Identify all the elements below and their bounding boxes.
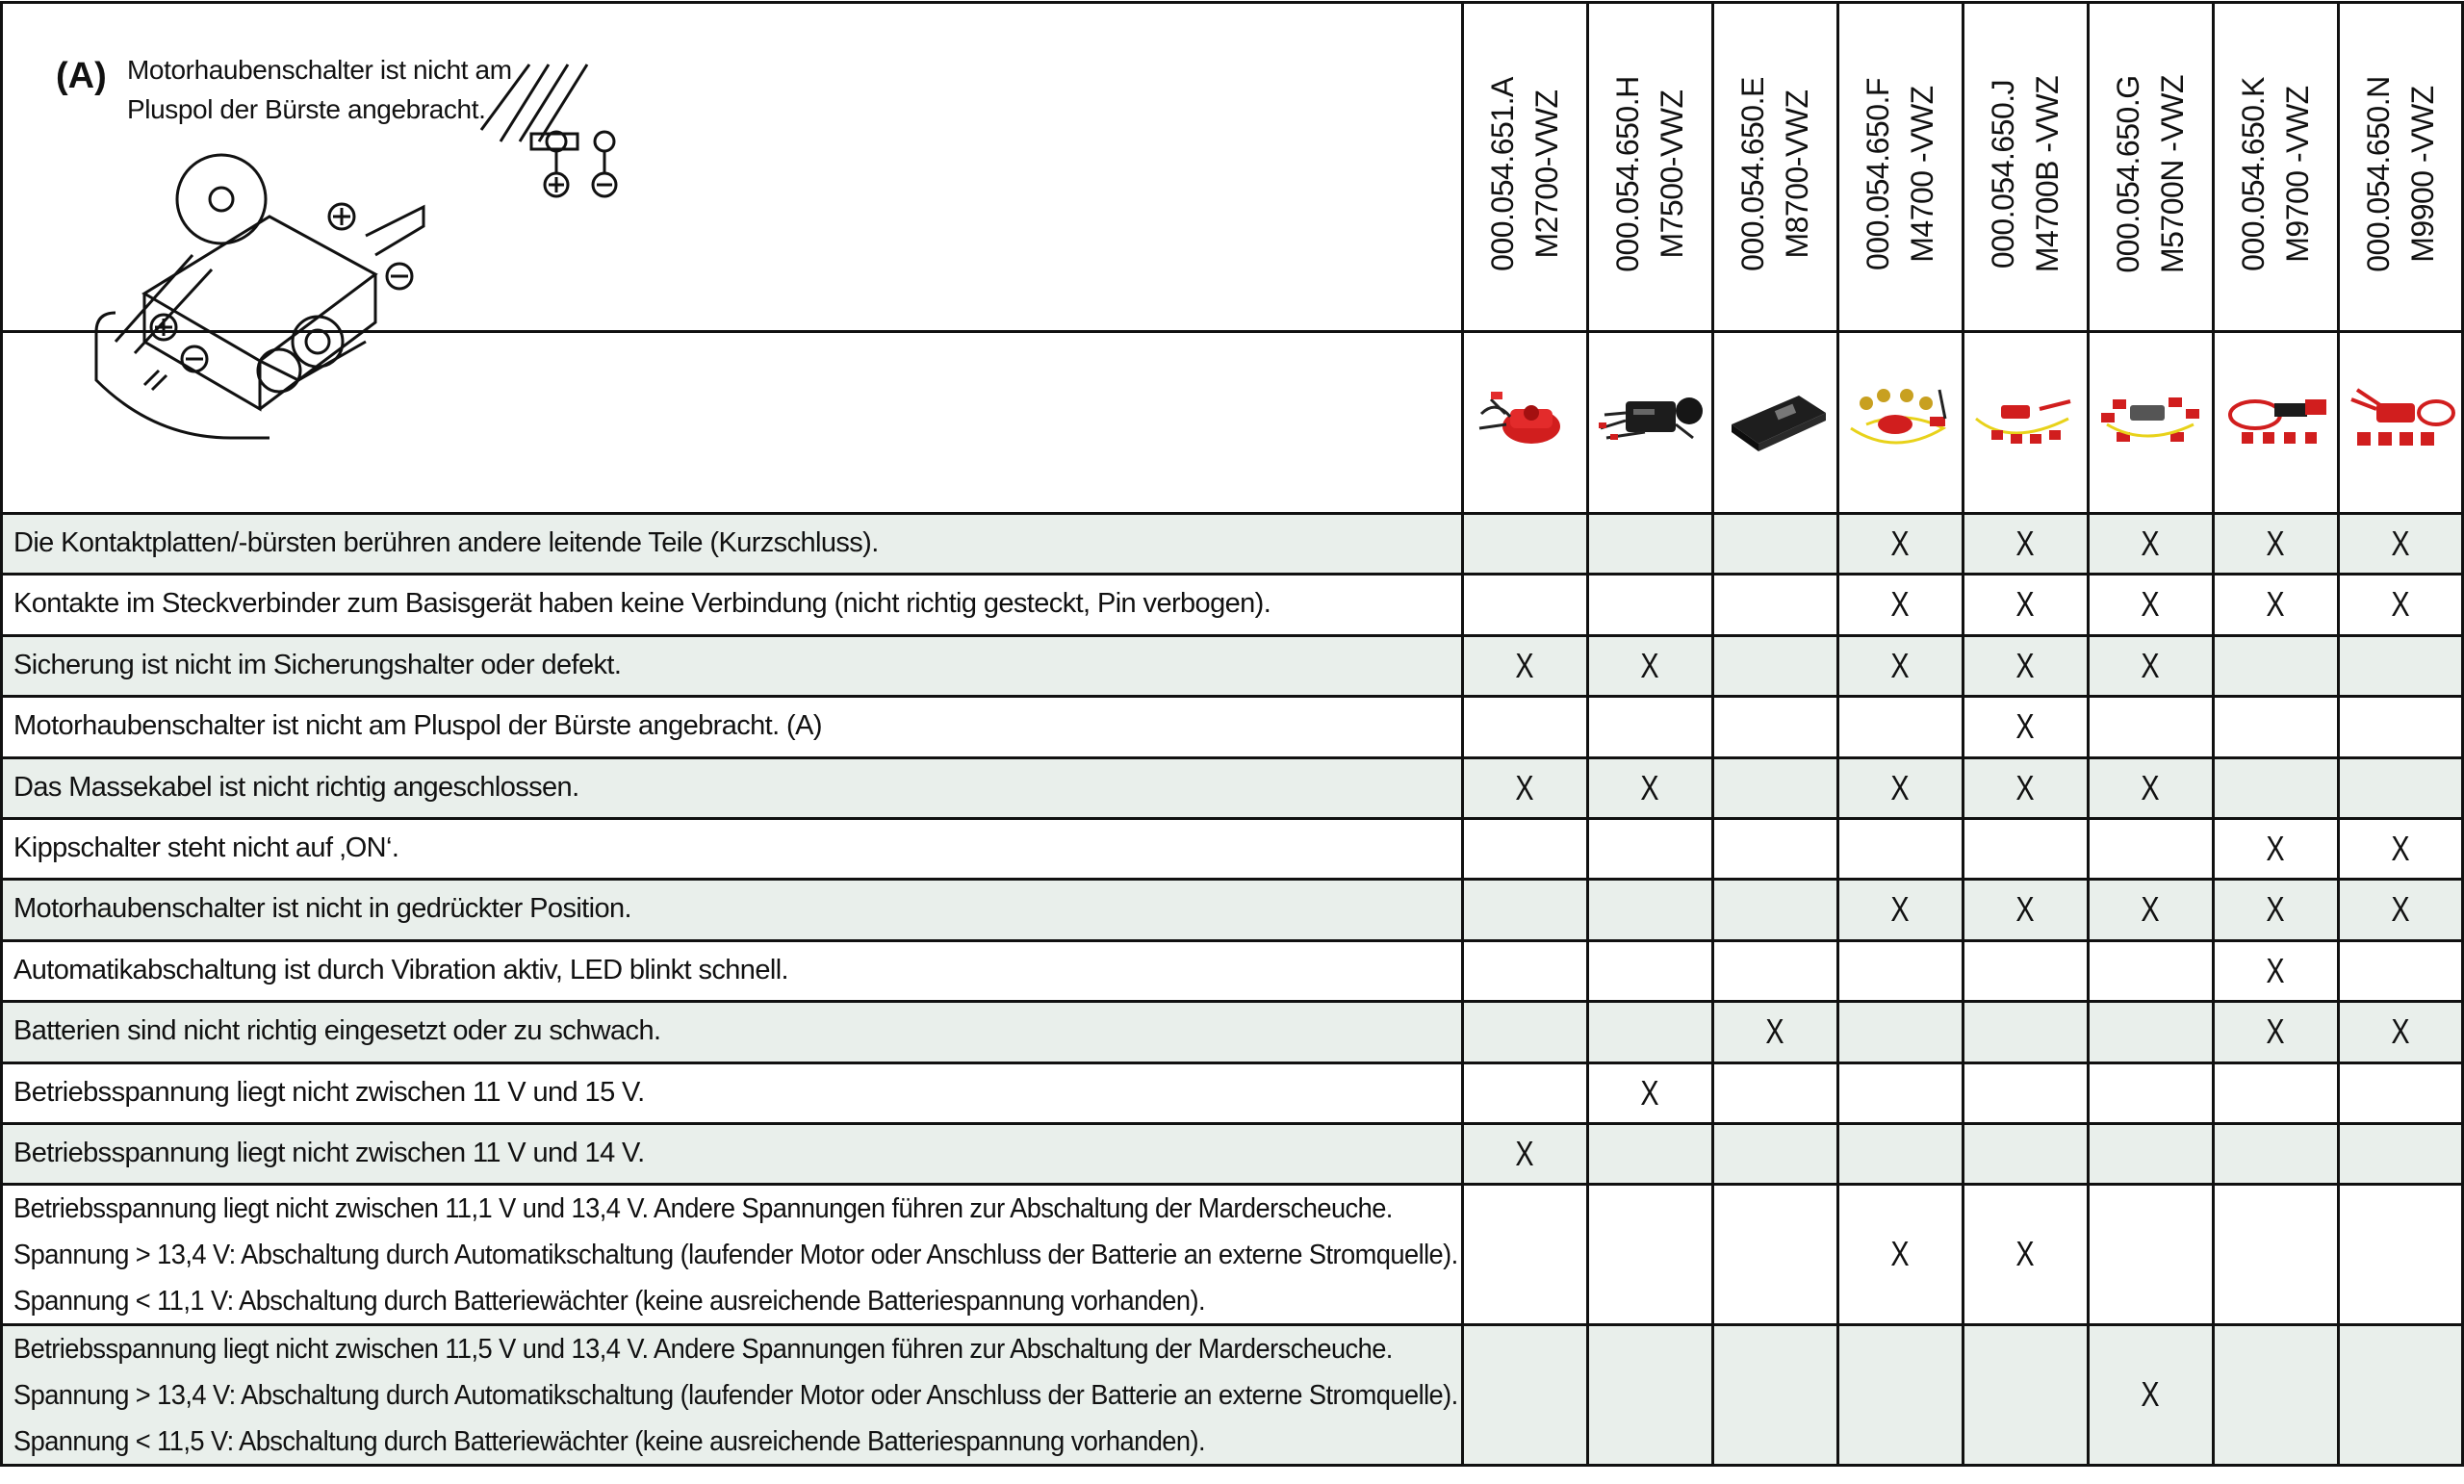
check-mark: X <box>2391 829 2410 868</box>
check-mark: X <box>2141 767 2160 807</box>
product-image-m4700b <box>1963 332 2088 505</box>
row-description-line: Spannung > 13,4 V: Abschaltung durch Automatikschaltung (laufender Motor oder Anschluss der Batterie an externe Stromquelle). <box>13 1380 1458 1412</box>
row-description-line: Motorhaubenschalter ist nicht am Pluspol der Bürste angebracht. (A) <box>13 710 822 742</box>
product-code: 000.054.650.F <box>1861 78 1895 270</box>
product-code-col-2 <box>1587 15 1712 333</box>
row-description-line: Das Massekabel ist nicht richtig angeschlossen. <box>13 771 579 803</box>
grid-vline <box>1711 2 1714 1465</box>
product-image-m8700 <box>1712 332 1837 505</box>
grid-hline <box>0 695 2464 698</box>
product-model: M8700-VWZ <box>1780 90 1814 259</box>
grid-hline <box>0 817 2464 820</box>
product-model: M9900 -VWZ <box>2405 86 2440 263</box>
product-model: M2700-VWZ <box>1529 90 1564 259</box>
row-description <box>13 1186 1458 1324</box>
row-description-line: Spannung < 11,5 V: Abschaltung durch Batteriewächter (keine ausreichende Batteriespannung vorhanden). <box>13 1426 1206 1458</box>
check-mark: X <box>1890 645 1910 685</box>
grid-hline <box>0 512 2464 515</box>
check-mark: X <box>2266 889 2285 930</box>
row-description-line: Automatikabschaltung ist durch Vibration aktiv, LED blinkt schnell. <box>13 954 788 985</box>
grid-vline <box>0 2 3 1465</box>
product-model: M7500-VWZ <box>1655 90 1689 259</box>
check-mark: X <box>1765 1011 1784 1052</box>
grid-hline <box>0 1000 2464 1003</box>
check-mark: X <box>2391 584 2410 625</box>
check-mark: X <box>2391 524 2410 563</box>
grid-vline <box>1962 2 1964 1465</box>
row-description <box>13 1123 645 1184</box>
product-code: 000.054.650.G <box>2111 75 2145 273</box>
row-description-line: Spannung > 13,4 V: Abschaltung durch Automatikschaltung (laufender Motor oder Anschluss der Batterie an externe Stromquelle). <box>13 1240 1458 1271</box>
product-model: M9700 -VWZ <box>2280 86 2315 263</box>
check-mark: X <box>1890 1234 1910 1274</box>
product-code-col-8 <box>2338 15 2463 333</box>
check-mark: X <box>2141 584 2160 625</box>
product-code: 000.054.650.N <box>2361 76 2396 272</box>
product-code: 000.054.650.E <box>1735 77 1770 271</box>
row-description-line: Betriebsspannung liegt nicht zwischen 11 V und 14 V. <box>13 1138 645 1168</box>
check-mark: X <box>1515 645 1534 685</box>
row-description <box>13 879 631 939</box>
check-mark: X <box>1515 767 1534 807</box>
row-description <box>13 1062 645 1123</box>
row-description <box>13 757 579 818</box>
check-mark: X <box>2015 889 2035 930</box>
grid-hline <box>0 1464 2464 1467</box>
check-mark: X <box>2266 524 2285 563</box>
check-mark: X <box>1890 889 1910 930</box>
grid-hline <box>0 634 2464 637</box>
row-description-line: Motorhaubenschalter ist nicht in gedrückter Position. <box>13 893 631 925</box>
check-mark: X <box>2015 706 2035 747</box>
product-code: 000.054.650.K <box>2236 77 2271 271</box>
check-mark: X <box>2266 584 2285 625</box>
check-mark: X <box>2015 584 2035 625</box>
check-mark: X <box>1640 767 1659 807</box>
row-description-line: Batterien sind nicht richtig eingesetzt oder zu schwach. <box>13 1015 661 1047</box>
check-mark: X <box>1640 1072 1659 1113</box>
product-code-col-7 <box>2213 15 2338 333</box>
grid-hline <box>0 1 2464 4</box>
check-mark: X <box>2266 950 2285 990</box>
check-mark: X <box>2141 889 2160 930</box>
check-mark: X <box>1890 524 1910 563</box>
row-description-line: Kontakte im Steckverbinder zum Basisgerät haben keine Verbindung (nicht richtig gesteckt, Pin verbogen). <box>13 588 1271 620</box>
check-mark: X <box>1890 584 1910 625</box>
row-description-line: Betriebsspannung liegt nicht zwischen 11,5 V und 13,4 V. Andere Spannungen führen zur Abschaltung der Marderscheuche. <box>13 1334 1393 1366</box>
check-mark: X <box>2141 524 2160 563</box>
grid-hline <box>0 1323 2464 1326</box>
row-description-line: Betriebsspannung liegt nicht zwischen 11 V und 15 V. <box>13 1076 645 1108</box>
grid-hline <box>0 1062 2464 1064</box>
note-label: (A) <box>56 56 107 96</box>
grid-hline <box>0 756 2464 759</box>
row-description <box>13 818 398 879</box>
grid-vline <box>1461 2 1464 1465</box>
product-image-m5700n <box>2088 332 2213 505</box>
grid-hline <box>0 939 2464 942</box>
grid-vline <box>1586 2 1589 1465</box>
grid-hline <box>0 330 2464 333</box>
check-mark: X <box>2391 1011 2410 1052</box>
check-mark: X <box>1890 767 1910 807</box>
grid-hline <box>0 878 2464 881</box>
row-description <box>13 635 621 696</box>
check-mark: X <box>1640 645 1659 685</box>
row-description <box>13 1326 1458 1465</box>
product-image-m7500 <box>1587 332 1712 505</box>
product-code: 000.054.650.H <box>1610 76 1645 272</box>
check-mark: X <box>2015 524 2035 563</box>
product-code: 000.054.650.J <box>1986 79 2020 269</box>
product-image-m9700 <box>2213 332 2338 505</box>
grid-hline <box>0 1122 2464 1125</box>
product-model: M4700B -VWZ <box>2030 75 2065 273</box>
product-code-col-4 <box>1837 15 1963 333</box>
product-model: M4700 -VWZ <box>1905 86 1939 263</box>
check-mark: X <box>2141 645 2160 685</box>
product-image-m2700 <box>1462 332 1587 505</box>
row-description-line: Die Kontaktplatten/-bürsten berühren andere leitende Teile (Kurzschluss). <box>13 527 879 558</box>
check-mark: X <box>2015 645 2035 685</box>
grid-vline <box>2212 2 2215 1465</box>
row-description <box>13 513 879 574</box>
grid-vline <box>2337 2 2340 1465</box>
check-mark: X <box>2266 1011 2285 1052</box>
row-description-line: Betriebsspannung liegt nicht zwischen 11,1 V und 13,4 V. Andere Spannungen führen zur Abschaltung der Marderscheuche. <box>13 1193 1393 1225</box>
row-description-line: Sicherung ist nicht im Sicherungshalter oder defekt. <box>13 649 622 680</box>
note-text-line-1: Motorhaubenschalter ist nicht am <box>127 55 512 85</box>
check-mark: X <box>2015 1234 2035 1274</box>
product-code-col-1 <box>1462 15 1587 333</box>
check-mark: X <box>2141 1374 2160 1415</box>
motor-switch-illustration <box>77 53 770 457</box>
grid-hline <box>0 1183 2464 1186</box>
check-mark: X <box>2266 829 2285 868</box>
product-model: M5700N -VWZ <box>2155 74 2190 274</box>
note-text-line-2: Pluspol der Bürste angebracht. <box>127 94 486 124</box>
grid-vline <box>1836 2 1839 1465</box>
check-mark: X <box>2015 767 2035 807</box>
check-mark: X <box>2391 889 2410 930</box>
row-description-line: Spannung < 11,1 V: Abschaltung durch Batteriewächter (keine ausreichende Batteriespannung vorhanden). <box>13 1286 1206 1318</box>
product-image-m4700 <box>1837 332 1963 505</box>
grid-vline <box>2087 2 2090 1465</box>
row-description <box>13 696 822 756</box>
row-description-line: Kippschalter steht nicht auf ‚ON‘. <box>13 832 399 863</box>
row-description <box>13 940 788 1001</box>
product-image-m9900 <box>2338 332 2463 505</box>
row-description <box>13 574 1270 634</box>
row-description <box>13 1001 660 1062</box>
product-code-col-5 <box>1963 15 2088 333</box>
product-code-col-3 <box>1712 15 1837 333</box>
grid-hline <box>0 573 2464 576</box>
check-mark: X <box>1515 1134 1534 1173</box>
product-code-col-6 <box>2088 15 2213 333</box>
product-code: 000.054.651.A <box>1485 77 1520 271</box>
